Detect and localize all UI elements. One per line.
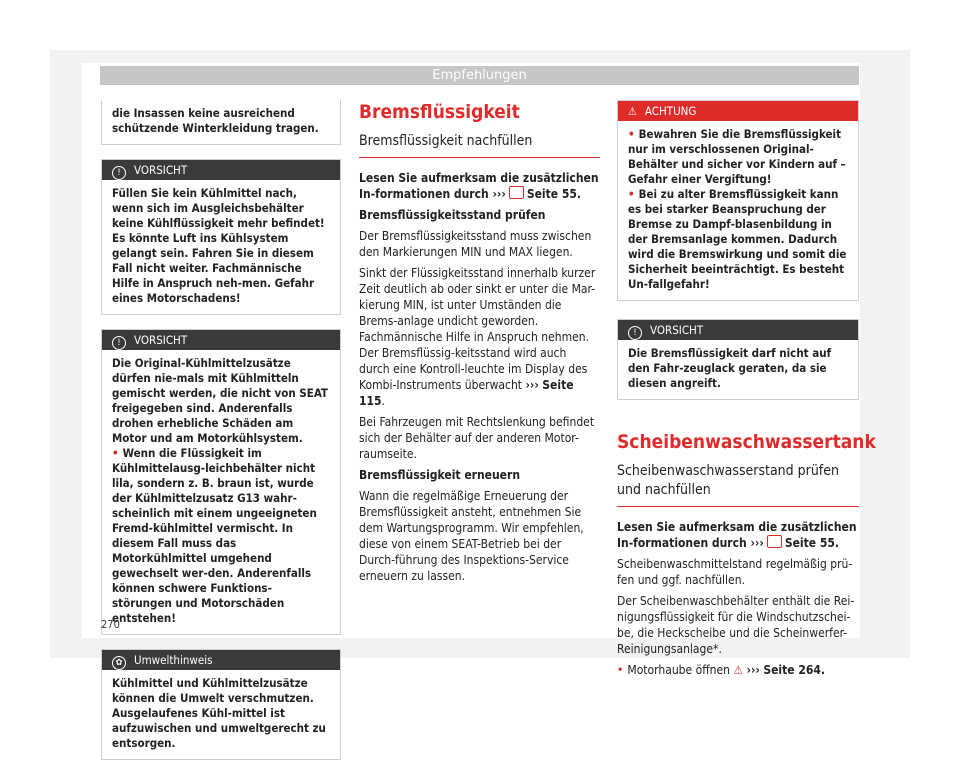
column-2 xyxy=(359,100,600,589)
column-1 xyxy=(101,100,341,760)
column-3 xyxy=(617,100,876,683)
notice-header: ⚠ ACHTUNG xyxy=(618,101,858,121)
warning-notice xyxy=(617,100,859,301)
notice-header: ✿ Umwelthinweis xyxy=(102,650,340,670)
bullet-icon: • xyxy=(112,446,119,460)
caution-notice-2 xyxy=(101,329,341,635)
caution-notice-3 xyxy=(617,319,859,400)
bullet-icon: • xyxy=(617,663,624,677)
paragraph: Der Bremsflüssigkeitsstand muss zwischen den Markierungen MIN und MAX liegen. xyxy=(359,229,592,259)
page-link[interactable]: Seite 115 xyxy=(359,378,574,408)
page-link[interactable]: Seite 55. xyxy=(526,187,581,201)
page-link[interactable]: Seite 264. xyxy=(763,663,825,677)
subsection-title: Bremsflüssigkeit nachfüllen xyxy=(359,132,600,158)
heading-renew: Bremsflüssigkeit erneuern xyxy=(359,468,521,482)
notice-body: Die Original-Kühlmittelzusätze dürfen nie-mals mit Kühlmitteln gemischt werden, die nicht von SEAT freigegeben sind. Anderenfalls drohen erhebliche Schäden am Motor und am Motorkühlsystem. • Wenn die Flüssigkeit im Kühlmittelausg-leichbehälter nicht lila, sondern z. B. braun ist, wurde der Kühlmittelzusatz G13 wahr-scheinlich mit einem ungeeigneten Fremd-kühlmittel vermischt. In diesem Fall muss das Motorkühlmittel umgehend gewechselt wer-den. Anderenfalls können schwere Funktions-störungen und Motorschäden entstehen! xyxy=(112,356,328,625)
subsection-title: Scheibenwaschwasserstand prüfen und nachfüllen xyxy=(617,462,859,507)
notice-body: Die Bremsflüssigkeit darf nicht auf den Fahr-zeuglack geraten, da sie diesen angreift. xyxy=(628,346,832,390)
info-icon: ! xyxy=(112,166,126,180)
paragraph: Sinkt der Flüssigkeitsstand innerhalb kurzer Zeit deutlich ab oder sinkt er unter die Mar-kierung MIN, ist unter Umständen die Brems-anlage undicht geworden. Fachmännische Hilfe in Anspruch nehmen. Der Bremsflüssig-keitsstand wird auch durch eine Kontroll-leuchte im Display des Kombi-Instruments überwacht ››› Seite 115. xyxy=(359,266,596,408)
info-icon: ! xyxy=(112,336,126,350)
notice-header: ! VORSICHT xyxy=(618,320,858,340)
leaf-icon: ✿ xyxy=(112,656,126,670)
caution-notice-1 xyxy=(101,159,341,315)
page-number: 270 xyxy=(101,618,120,631)
heading-check: Bremsflüssigkeitsstand prüfen xyxy=(359,208,546,222)
section-title: Scheibenwaschwassertank xyxy=(617,431,876,453)
intro-text: Lesen Sie aufmerksam die zusätzlichen In-formationen durch ››› Seite 55. xyxy=(617,520,857,550)
paragraph: Bei Fahrzeugen mit Rechtslenkung befindet sich der Behälter auf der anderen Motor-raumseite. xyxy=(359,415,595,461)
notice-body: Kühlmittel und Kühlmittelzusätze können die Umwelt verschmutzen. Ausgelaufenes Kühl-mittel ist aufzuwischen und umweltgerecht zu entsorgen. xyxy=(112,676,326,750)
paragraph: Wann die regelmäßige Erneuerung der Bremsflüssigkeit ansteht, entnehmen Sie dem Wartungsprogramm. Wir empfehlen, diese von einem SEAT-Betrieb bei der Durch-führung des Inspektions-Service erneuern zu lassen. xyxy=(359,489,584,583)
info-icon: ! xyxy=(628,326,642,340)
notice-body: Füllen Sie kein Kühlmittel nach, wenn sich im Ausgleichsbehälter keine Kühlflüssigkeit mehr befindet! Es könnte Luft ins Kühlsystem gelangt sein. Fahren Sie in diesem Fall nicht weiter. Fachmännische Hilfe in Anspruch neh-men. Gefahr eines Motorschadens! xyxy=(112,186,325,305)
section-title: Bremsflüssigkeit xyxy=(359,101,520,123)
intro-text: Lesen Sie aufmerksam die zusätzlichen In-formationen durch ››› Seite 55. xyxy=(359,171,599,201)
page-link[interactable]: Seite 55. xyxy=(784,536,839,550)
bullet-item: • Motorhaube öffnen ⚠ ››› Seite 264. xyxy=(617,663,825,677)
notice-body: • Bewahren Sie die Bremsflüssigkeit nur im verschlossenen Original-Behälter und sicher vor Kindern auf – Gefahr einer Vergiftung! • Bei zu alter Bremsflüssigkeit kann es bei starker Beanspruchung der Bremse zu Dampf-blasenbildung in der Bremsanlage kommen. Dadurch wird die Bremswirkung und somit die Sicherheit beeinträchtigt. Es besteht Un-fallgefahr! xyxy=(628,127,847,291)
environment-notice xyxy=(101,649,341,760)
book-icon xyxy=(767,535,782,548)
bullet-icon: • xyxy=(628,127,635,141)
book-icon xyxy=(509,186,524,199)
section-header: Empfehlungen xyxy=(100,66,859,85)
continued-notice: die Insassen keine ausreichend schützende Winterkleidung tragen. xyxy=(101,100,341,145)
warning-icon: ⚠ xyxy=(733,663,744,677)
bullet-icon: • xyxy=(628,187,635,201)
notice-header: ! VORSICHT xyxy=(102,330,340,350)
paragraph: Der Scheibenwaschbehälter enthält die Rei-nigungsflüssigkeit für die Windschutzschei-be, die Heckscheibe und die Scheinwerfer-Reinigungsanlage*. xyxy=(617,594,855,656)
notice-header: ! VORSICHT xyxy=(102,160,340,180)
warning-icon: ⚠ xyxy=(628,105,637,118)
paragraph: Scheibenwaschmittelstand regelmäßig prü-fen und ggf. nachfüllen. xyxy=(617,557,853,587)
